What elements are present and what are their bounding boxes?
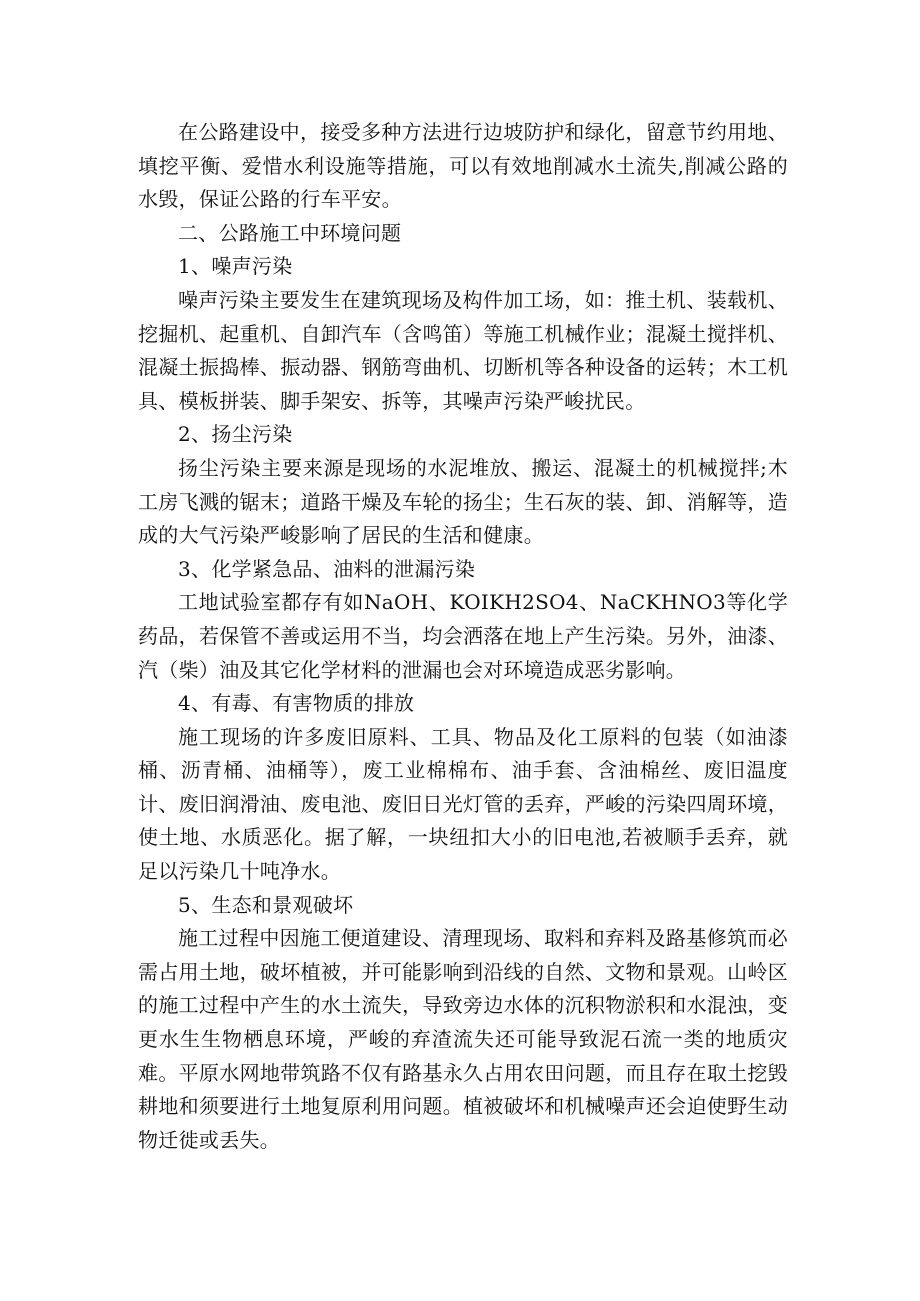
paragraph-toxic-discharge: 施工现场的许多废旧原料、工具、物品及化工原料的包装（如油漆桶、沥青桶、油桶等），废工业棉棉布、油手套、含油棉丝、废旧温度计、废旧润滑油、废电池、废旧日光灯管的丢弃，严峻的污染四周环境，使土地、水质恶化。据了解，一块纽扣大小的旧电池,若被顺手丢弃，就足以污染几十吨净水。 xyxy=(138,724,788,884)
paragraph-dust-pollution: 扬尘污染主要来源是现场的水泥堆放、搬运、混凝土的机械搅拌;木工房飞溅的锯末；道路干燥及车轮的扬尘；生石灰的装、卸、消解等，造成的大气污染严峻影响了居民的生活和健康。 xyxy=(138,455,788,548)
subheading-toxic-discharge: 4、有毒、有害物质的排放 xyxy=(178,691,415,716)
subheading-noise-pollution: 1、噪声污染 xyxy=(178,254,293,279)
subheading-chemical-leak-pollution: 3、化学紧急品、油料的泄漏污染 xyxy=(178,556,476,581)
subheading-ecology-landscape-damage: 5、生态和景观破坏 xyxy=(178,892,354,917)
section-heading-environment-issues: 二、公路施工中环境问题 xyxy=(178,220,402,245)
paragraph-ecology-landscape-damage: 施工过程中因施工便道建设、清理现场、取料和弃料及路基修筑而必需占用土地，破坏植被，并可能影响到沿线的自然、文物和景观。山岭区的施工过程中产生的水土流失，导致旁边水体的沉积物淤积和水混浊，变更水生生物栖息环境，严峻的弃渣流失还可能导致泥石流一类的地质灾难。平原水网地带筑路不仅有路基永久占用农田问题，而且存在取土挖毁耕地和须要进行土地复原利用问题。植被破坏和机械噪声还会迫使野生动物迁徙或丢失。 xyxy=(138,926,788,1152)
paragraph-intro: 在公路建设中，接受多种方法进行边坡防护和绿化，留意节约用地、填挖平衡、爱惜水利设施等措施，可以有效地削减水土流失,削减公路的水毁，保证公路的行车平安。 xyxy=(138,120,788,212)
paragraph-noise-pollution: 噪声污染主要发生在建筑现场及构件加工场，如：推土机、装载机、挖掘机、起重机、自卸汽车（含鸣笛）等施工机械作业；混凝土搅拌机、混凝土振捣棒、振动器、钢筋弯曲机、切断机等各种设备的运转；木工机具、模板拼装、脚手架安、拆等，其噪声污染严峻扰民。 xyxy=(138,287,788,413)
subheading-dust-pollution: 2、扬尘污染 xyxy=(178,422,293,447)
paragraph-chemical-leak-pollution: 工地试验室都存有如NaOH、KOIKH2SO4、NaCKHNO3等化学药品，若保管不善或运用不当，均会洒落在地上产生污染。另外，油漆、汽（柴）油及其它化学材料的泄漏也会对环境造成恶劣影响。 xyxy=(138,590,788,682)
document-page xyxy=(138,116,788,1157)
